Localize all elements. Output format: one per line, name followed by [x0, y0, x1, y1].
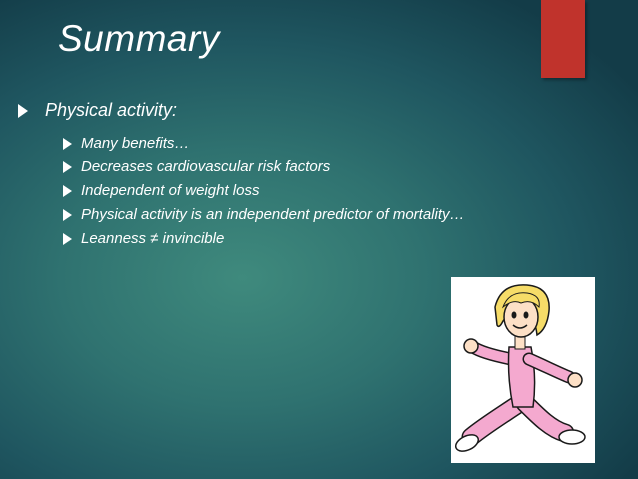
running-woman-illustration [451, 277, 595, 463]
sub-bullet-text: Physical activity is an independent predictor of mortality… [81, 206, 465, 223]
triangle-right-icon [63, 209, 72, 221]
slide-title: Summary [58, 18, 220, 59]
triangle-right-icon [63, 233, 72, 245]
sub-bullet-item [63, 206, 465, 223]
triangle-right-icon [18, 104, 28, 118]
accent-bar [541, 0, 585, 78]
sub-bullet-item [63, 135, 189, 152]
sub-bullet-item [63, 230, 224, 247]
sub-bullet-item [63, 182, 259, 199]
sub-bullet-text: Decreases cardiovascular risk factors [81, 158, 331, 175]
sub-bullet-text: Leanness ≠ invincible [81, 230, 225, 247]
bullet-item [18, 100, 177, 121]
running-woman-clipart [451, 277, 595, 463]
triangle-right-icon [63, 185, 72, 197]
triangle-right-icon [63, 161, 72, 173]
triangle-right-icon [63, 138, 72, 150]
sub-bullet-text: Many benefits… [81, 135, 190, 152]
bullet-text: Physical activity: [45, 100, 178, 120]
sub-bullet-item [63, 158, 330, 175]
sub-bullet-text: Independent of weight loss [81, 182, 260, 199]
